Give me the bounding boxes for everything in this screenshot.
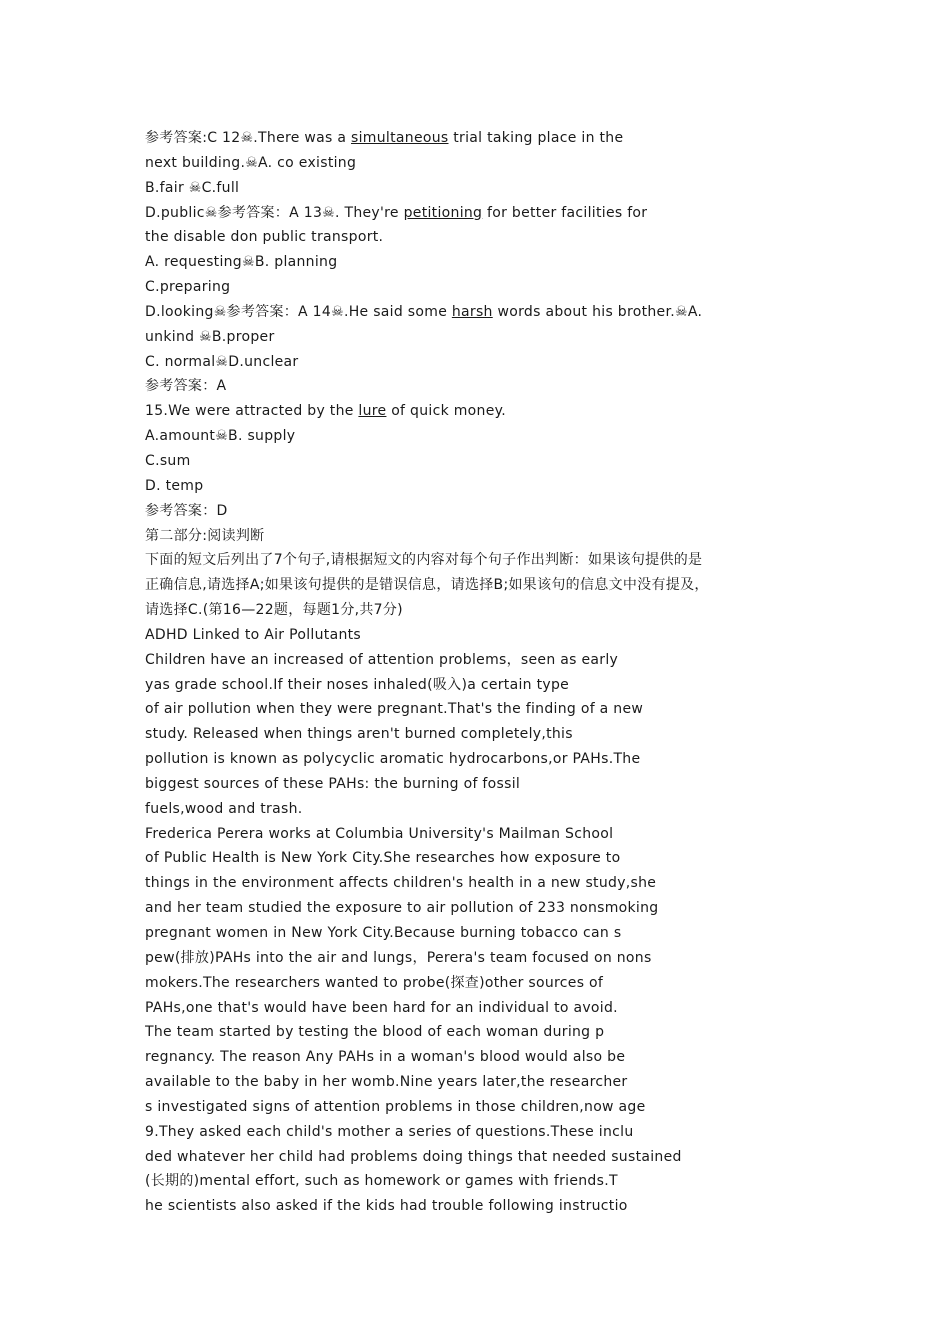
text-line: A. requesting☠B. planning [145, 254, 338, 271]
text-line: and her team studied the exposure to air pollution of 233 nonsmoking [145, 900, 659, 917]
text-line: pregnant women in New York City.Because burning tobacco can s [145, 925, 622, 941]
text-line: Frederica Perera works at Columbia University's Mailman School [145, 825, 614, 842]
underlined-word: harsh [451, 303, 493, 320]
text-line: study. Released when things aren't burned completely,this [145, 726, 573, 743]
underlined-word: simultaneous [351, 130, 449, 146]
text-line: ADHD Linked to Air Pollutants [145, 626, 361, 643]
text-line: PAHs,one that's would have been hard for an individual to avoid. [145, 999, 618, 1016]
text-line: Children have an increased of attention problems，seen as early [145, 651, 619, 668]
text-line: he scientists also asked if the kids had trouble following instructio [145, 1198, 628, 1215]
text-line: ded whatever her child had problems doing things that needed sustained [145, 1148, 682, 1165]
text-line: of air pollution when they were pregnant.That's the finding of a new [145, 701, 644, 718]
text-line: 请选择C.(第16—22题，每题1分,共7分) [145, 602, 403, 619]
text-line: the disable don public transport. [145, 229, 384, 246]
text-line: (长期的)mental effort, such as homework or games with friends.T [145, 1173, 618, 1190]
text-line: 参考答案：A [145, 378, 227, 395]
text-line: biggest sources of these PAHs: the burning of fossil [145, 775, 521, 792]
text-line: 正确信息,请选择A;如果该句提供的是错误信息，请选择B;如果该句的信息文中没有提及， [145, 577, 709, 594]
underlined-word: lure [358, 403, 387, 420]
text-line: 第二部分:阅读判断 [145, 527, 265, 544]
text-line: C.preparing [145, 279, 231, 296]
text-line: fuels,wood and trash. [145, 800, 303, 817]
text-line: C.sum [145, 452, 191, 469]
underlined-word: petitioning [403, 204, 483, 221]
text-line: 参考答案：D [145, 502, 228, 519]
text-line: pollution is known as polycyclic aromatic hydrocarbons,or PAHs.The [145, 751, 641, 768]
text-line: mokers.The researchers wanted to probe(探查)other sources of [145, 974, 604, 991]
text-line: A.amount☠B. supply [145, 428, 296, 445]
text-line: yas grade school.If their noses inhaled(吸入)a certain type [145, 676, 570, 693]
text-line: regnancy. The reason Any PAHs in a woman's blood would also be [145, 1049, 626, 1066]
text-line: s investigated signs of attention problems in those children,now age [145, 1098, 646, 1115]
text-line: 下面的短文后列出了7个句子,请根据短文的内容对每个句子作出判断：如果该句提供的是 [145, 552, 703, 569]
text-line: available to the baby in her womb.Nine years later,the researcher [145, 1074, 628, 1091]
text-line: pew(排放)PAHs into the air and lungs，Perera's team focused on nons [145, 949, 652, 966]
text-line: C. normal☠D.unclear [145, 353, 299, 370]
document-body [145, 126, 813, 1219]
text-line: D. temp [145, 477, 204, 494]
text-line: things in the environment affects children's health in a new study,she [145, 875, 657, 892]
text-line: unkind ☠B.proper [145, 328, 275, 345]
text-line: B.fair ☠C.full [145, 179, 240, 196]
text-line: of Public Health is New York City.She researches how exposure to [145, 850, 621, 867]
text-line: 9.They asked each child's mother a series of questions.These inclu [145, 1123, 634, 1140]
text-line: D.looking☠参考答案：A 14☠.He said some harsh words about his brother.☠A. [145, 303, 703, 320]
text-line: next building.☠A. co existing [145, 154, 357, 171]
text-line: 15.We were attracted by the lure of quick money. [145, 403, 506, 420]
text-line: D.public☠参考答案：A 13☠. They're petitioning for better facilities for [145, 204, 648, 221]
text-line: 参考答案:C 12☠.There was a simultaneous trial taking place in the [145, 130, 624, 146]
text-line: The team started by testing the blood of each woman during p [145, 1024, 605, 1041]
